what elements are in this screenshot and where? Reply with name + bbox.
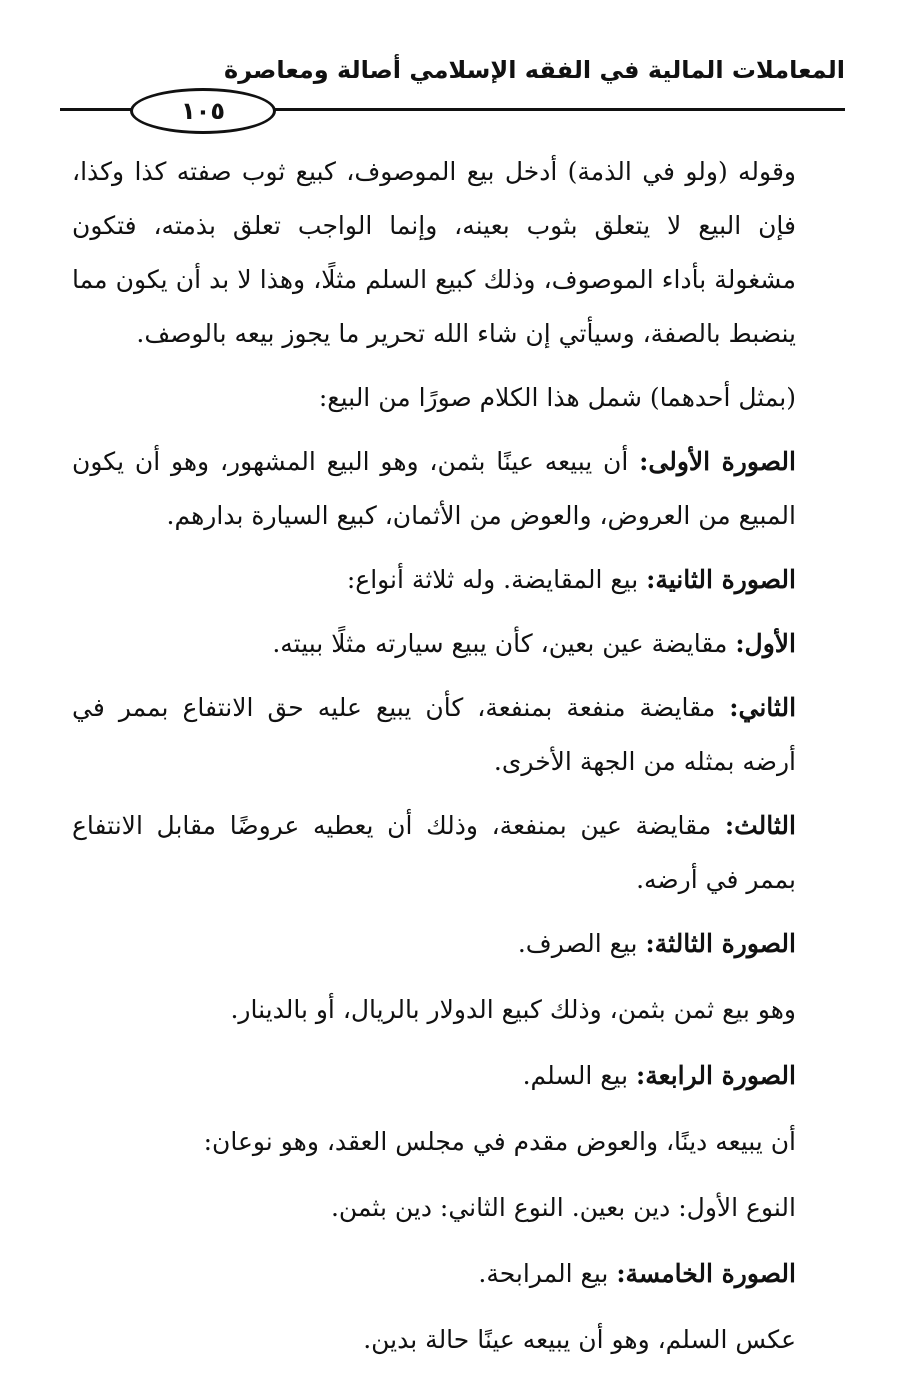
paragraph — [72, 1115, 842, 1169]
paragraph — [72, 435, 842, 543]
header-rule-row — [60, 88, 845, 134]
paragraph-text: بيع المرابحة. — [478, 1259, 609, 1288]
paragraph-text: أن يبيعه دينًا، والعوض مقدم في مجلس العقد، وهو نوعان: — [203, 1127, 796, 1156]
paragraph-text: (بمثل أحدهما) شمل هذا الكلام صورًا من البيع: — [318, 383, 796, 412]
paragraph-label: الصورة الرابعة: — [636, 1061, 796, 1090]
paragraph — [72, 681, 842, 789]
paragraph-label: الصورة الأولى: — [639, 447, 796, 476]
paragraph-label: الصورة الثالثة: — [645, 929, 796, 958]
paragraph-text: بيع المقايضة. وله ثلاثة أنواع: — [346, 565, 639, 594]
paragraph-label: الثاني: — [729, 693, 797, 722]
paragraph-text: بيع السلم. — [522, 1061, 629, 1090]
paragraph-text: وهو بيع ثمن بثمن، وذلك كبيع الدولار بالريال، أو بالدينار. — [230, 995, 796, 1024]
paragraph — [72, 1313, 842, 1367]
page-number: ١٠٥ — [130, 88, 276, 134]
paragraph-label: الأول: — [735, 629, 796, 658]
paragraph-label: الصورة الثانية: — [646, 565, 796, 594]
paragraph — [72, 371, 842, 425]
paragraph-label: الثالث: — [724, 811, 796, 840]
paragraph-text: مقايضة عين بعين، كأن يبيع سيارته مثلًا ببيته. — [272, 629, 728, 658]
page-body — [72, 145, 842, 1379]
paragraph-text: بيع الصرف. — [517, 929, 638, 958]
paragraph — [72, 553, 842, 607]
paragraph-text: مقايضة منفعة بمنفعة، كأن يبيع عليه حق الانتفاع بممر في أرضه بمثله من الجهة الأخرى. — [72, 693, 796, 776]
paragraph — [72, 983, 842, 1037]
paragraph — [72, 1181, 842, 1235]
paragraph — [72, 145, 842, 361]
paragraph — [72, 799, 842, 907]
paragraph — [72, 917, 842, 971]
paragraph-text: أن يبيعه عينًا بثمن، وهو البيع المشهور، وهو أن يكون المبيع من العروض، والعوض من الأثمان، كبيع السيارة بدارهم. — [72, 447, 796, 530]
paragraph-text: النوع الأول: دين بعين. النوع الثاني: دين بثمن. — [330, 1193, 796, 1222]
paragraph — [72, 1049, 842, 1103]
paragraph — [72, 1247, 842, 1301]
paragraph-label: الصورة الخامسة: — [616, 1259, 796, 1288]
running-title: المعاملات المالية في الفقه الإسلامي أصالة ومعاصرة — [224, 56, 845, 84]
paragraph-text: وقوله (ولو في الذمة) أدخل بيع الموصوف، كبيع ثوب صفته كذا وكذا، فإن البيع لا يتعلق بثوب بعينه، وإنما الواجب تعلق بذمته، فتكون مشغولة بأداء الموصوف، وذلك كبيع السلم مثلًا، وهذا لا بد أن يكون مما ينضبط بالصفة، وسيأتي إن شاء الله تحرير ما يجوز بيعه بالوصف. — [72, 157, 796, 348]
page-header — [60, 52, 845, 134]
paragraph-text: عكس السلم، وهو أن يبيعه عينًا حالة بدين. — [363, 1325, 796, 1354]
paragraph — [72, 617, 842, 671]
paragraph-text: مقايضة عين بمنفعة، وذلك أن يعطيه عروضًا مقابل الانتفاع بممر في أرضه. — [72, 811, 796, 894]
